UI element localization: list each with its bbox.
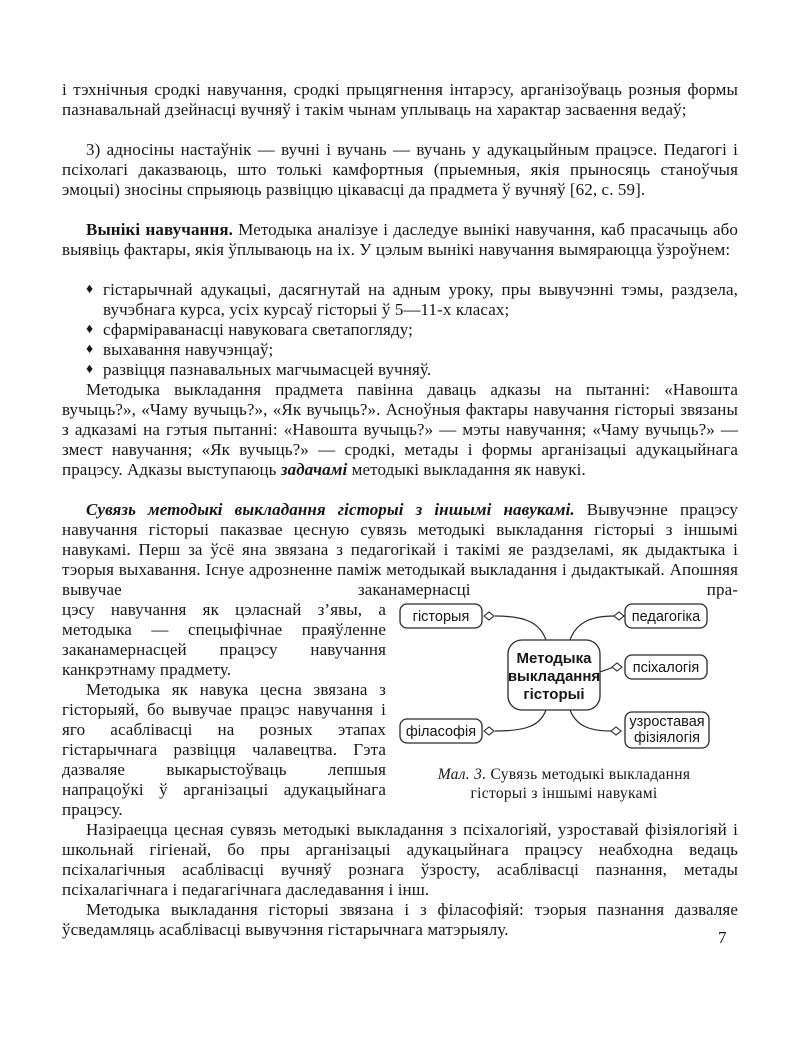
bullet-diamond-icon: ♦ bbox=[86, 342, 94, 357]
paragraph-questions bbox=[62, 380, 738, 480]
results-heading: Вынікі навучання. bbox=[86, 220, 233, 239]
paragraph-text: Методыка выкладання прадмета павінна даваць адказы на пытанні: «Навошта вучыць?», «Чаму вучыць?», «Як вучыць?». Асноўныя фактары навучання гісторыі звязаны з адказамі на гэтыя пытанні: «Навошта вучыць?» — мэты навучання; «Чаму вучыць?» — змест навучання; «Як вучыць?» — сродкі, метады і формы арганізацыі адукацыйнага працэсу. Адказы выступаюць bbox=[62, 380, 738, 479]
bullet-diamond-icon: ♦ bbox=[86, 282, 94, 297]
paragraph-text: Назіраецца цесная сувязь методыкі выкладання з псіхалогіяй, узроставай фізіялогіяй і школьнай гігіенай, бо пры арганізацыі адукацыйнага працэсу неабходна ведаць псіхалагічныя асаблівасці вучняў рознага ўзросту, асаблівасці пазнання, метады псіхалагічнага і педагагічнага даследавання і інш. bbox=[62, 820, 738, 899]
bullet-diamond-icon: ♦ bbox=[86, 362, 94, 377]
node-label: узроставая фізіялогія bbox=[629, 714, 705, 746]
diagram-node-pedagogy bbox=[625, 604, 707, 628]
paragraph-philosophy-link bbox=[62, 900, 738, 940]
connection-heading: Сувязь методыкі выкладання гісторыі з іншымі навукамі. bbox=[86, 500, 575, 519]
narrow-column bbox=[62, 600, 386, 820]
bullet-text: выхавання навучэнцаў; bbox=[103, 340, 274, 359]
connector-line bbox=[570, 616, 614, 640]
connector-line bbox=[495, 710, 546, 731]
connector-diamond-icon bbox=[612, 663, 622, 671]
paragraph-continuation bbox=[62, 80, 738, 120]
diagram-node-philosophy bbox=[400, 719, 482, 743]
node-label: гісторыя bbox=[412, 609, 470, 625]
figure-diagram bbox=[388, 593, 740, 803]
diagram-svg bbox=[388, 593, 740, 761]
connector-line bbox=[495, 616, 546, 640]
caption-label: Мал. 3. bbox=[437, 766, 487, 783]
paragraph-history-link bbox=[62, 680, 386, 820]
paragraph-text: цэсу навучання як цэласнай з’явы, а методыка — спецыфічнае праяўленне заканамернасцей працэсу навучання канкрэтнаму прадмету. bbox=[62, 600, 386, 679]
figure-caption bbox=[388, 765, 740, 803]
connector-diamond-icon bbox=[614, 612, 624, 620]
paragraph-results bbox=[62, 220, 738, 260]
paragraph-text: Методыка аналізуе і даследуе вынікі навучання, каб прасачыць або выявіць фактары, якія ўплываюць на іх. У цэлым вынікі навучання вымяраюцца ўзроўнем: bbox=[62, 220, 738, 259]
paragraph-connection-continued bbox=[62, 600, 386, 680]
bullet-text: сфарміраванасці навуковага светапогляду; bbox=[103, 320, 413, 339]
paragraph-connection bbox=[62, 500, 738, 600]
node-label: педагогіка bbox=[631, 609, 701, 625]
paragraph-text: Вывучэнне працэсу навучання гісторыі паказвае цесную сувязь методыкі выкладання гісторыі з іншымі навукамі. Перш за ўсё яна звязана з педагогікай і такімі яе раздзеламі, як дыдактыка і тэорыя выхавання. Існуе адрозненне паміж методыкай выкладання і дыдактыкай. Апошняя вывучае заканамернасці пра- bbox=[62, 500, 739, 599]
paragraph-text: методыкі выкладання як навукі. bbox=[347, 460, 586, 479]
diagram-center-node bbox=[508, 640, 600, 710]
paragraph-text: Методыка як навука цесна звязана з гісторыяй, бо вывучае працэс навучання і яго асаблівасці на розных этапах гістарычнага развіцця чалавецтва. Гэта дазваляе выкарыстоўваць лепшыя напрацоўкі ў арганізацыі адукацыйнага працэсу. bbox=[62, 680, 386, 819]
paragraph-psychology-link bbox=[62, 820, 738, 900]
bullet-text: гістарычнай адукацыі, дасягнутай на адным уроку, пры вывучэнні тэмы, раздзела, вучэбнага курса, усіх курсаў гісторыі ў 5—11-х класах; bbox=[103, 280, 738, 319]
connector-diamond-icon bbox=[611, 727, 621, 735]
center-node-label: Методыка выкладання гісторыі bbox=[507, 650, 601, 703]
connector-diamond-icon bbox=[484, 612, 494, 620]
paragraph-relations bbox=[62, 140, 738, 200]
node-label: псіхалогія bbox=[632, 660, 700, 676]
bullet-diamond-icon: ♦ bbox=[86, 322, 94, 337]
diagram-node-psychology bbox=[625, 655, 707, 679]
page-number: 7 bbox=[718, 928, 727, 947]
tasks-emphasis: задачамі bbox=[280, 460, 348, 479]
bullet-item bbox=[62, 320, 738, 340]
caption-text: Сувязь методыкі выкладання гісторыі з іншымі навукамі bbox=[470, 766, 691, 802]
connector-diamond-icon bbox=[484, 727, 494, 735]
bullet-item bbox=[62, 340, 738, 360]
diagram-node-physiology bbox=[625, 712, 709, 748]
bullet-item bbox=[62, 280, 738, 320]
bullet-list bbox=[62, 280, 738, 380]
diagram-node-history bbox=[400, 604, 482, 628]
connector-line bbox=[570, 710, 611, 731]
bullet-item bbox=[62, 360, 738, 380]
paragraph-text: і тэхнічныя сродкі навучання, сродкі прыцягнення інтарэсу, арганізоўваць розныя формы пазнавальнай дзейнасці вучняў і такім чынам уплываць на характар засваення ведаў; bbox=[62, 80, 738, 119]
node-label: філасофія bbox=[405, 724, 477, 740]
connector-line bbox=[600, 668, 612, 673]
paragraph-text: 3) адносіны настаўнік — вучні і вучань — вучань у адукацыйным працэсе. Педагогі і псіхолагі даказваюць, што толькі камфортныя (прыемныя, якія прыносяць станоўчыя эмоцыі) зносіны спрыяюць развіццю цікавасці да прадмета ў вучняў [62, с. 59]. bbox=[62, 140, 738, 199]
paragraph-text: Методыка выкладання гісторыі звязана і з філасофіяй: тэорыя пазнання дазваляе ўсведамляць асаблівасці вывучэння гістарычнага матэрыялу. bbox=[62, 900, 738, 939]
bullet-text: развіцця пазнавальных магчымасцей вучняў. bbox=[103, 360, 432, 379]
